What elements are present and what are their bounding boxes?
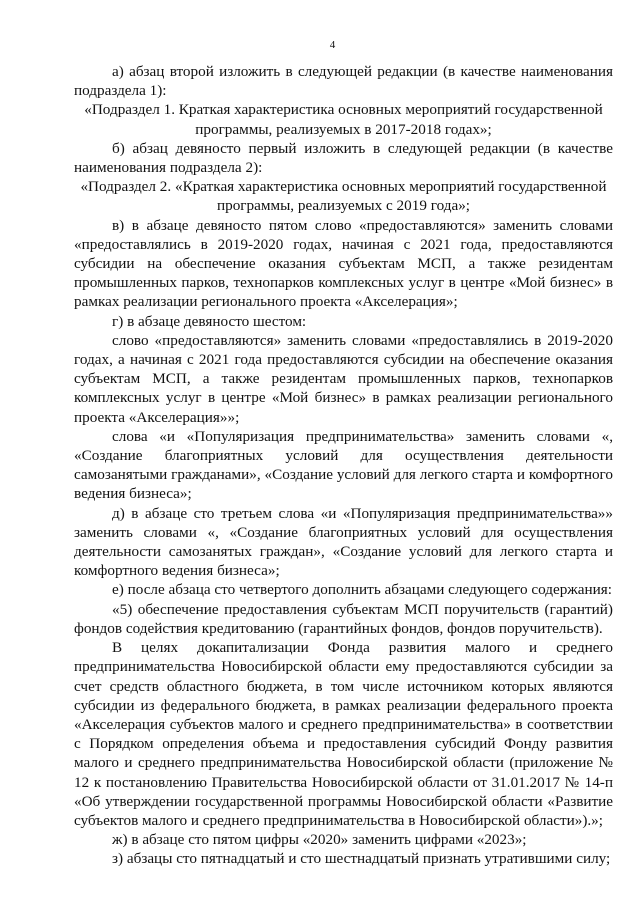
subsection-1-title: «Подраздел 1. Краткая характеристика основных мероприятий государственной программы, реализуемых в 2017-2018 годах»; xyxy=(84,101,603,138)
paragraph-item-zh: ж) в абзаце сто пятом цифры «2020» заменить цифрами «2023»; xyxy=(112,831,527,849)
paragraph-recapitalization: В целях докапитализации Фонда развития малого и среднего предпринимательства Новосибирской области ему предоставляются субсидии за счет средств областного бюджета, в том числе источником которых являются субсидии из федерального бюджета, в рамках реализации федерального проекта «Акселерация субъектов малого и среднего предпринимательства» в соответствии с Порядком определения объема и предоставления субсидий Фонду развития малого и среднего предпринимательства Новосибирской области (приложение № 12 к постановлению Правительства Новосибирской области от 31.01.2017 № 14-п «Об утверждении государственной программы Новосибирской области «Развитие субъектов малого и среднего предпринимательства в Новосибирской области»).»; xyxy=(74,639,613,829)
paragraph-item-z: з) абзацы сто пятнадцатый и сто шестнадцатый признать утратившими силу; xyxy=(112,850,611,868)
paragraph-item-d: д) в абзаце сто третьем слова «и «Популяризация предпринимательства»» заменить словами «, «Создание благоприятных условий для осуществления деятельности самозанятых граждан», «Создание условий для легкого старта и комфортного ведения бизнеса»; xyxy=(74,504,613,580)
paragraph-item-b: б) абзац девяносто первый изложить в следующей редакции (в качестве наименования подраздела 2): xyxy=(74,139,613,177)
paragraph-item-5: «5) обеспечение предоставления субъектам МСП поручительств (гарантий) фондов содействия кредитованию (гарантийных фондов, фондов поручительств). xyxy=(74,600,613,637)
paragraph-item-g-words: слово «предоставляются» заменить словами «предоставлялись в 2019-2020 годах, а начиная с 2021 года предоставляются субсидии на обеспечение оказания субъектам МСП, а также резидентам промышленных парков, технопарков комплексных услуг в центре «Мой бизнес» в рамках реализации регионального проекта «Акселерация»»; xyxy=(74,331,613,426)
paragraph-item-e: е) после абзаца сто четвертого дополнить абзацами следующего содержания: xyxy=(112,581,613,599)
paragraph-item-g: г) в абзаце девяносто шестом: xyxy=(112,312,307,330)
paragraph-item-g-phrases: слова «и «Популяризация предпринимательства» заменить словами «, «Создание благоприятных условий для осуществления деятельности самозанятыми гражданами», «Создание условий для легкого старта и комфортного ведения бизнеса»; xyxy=(74,427,613,503)
page-number: 4 xyxy=(329,39,336,51)
paragraph-item-v: в) в абзаце девяносто пятом слово «предоставляются» заменить словами «предоставлялись в 2019-2020 годах, начиная с 2021 года, предоставляются субсидии на обеспечение оказания субъектам МСП, а также резидентам промышленных парков, технопарков комплексных услуг в центре «Мой бизнес» в рамках реализации регионального проекта «Акселерация»; xyxy=(74,216,613,311)
paragraph-item-a: а) абзац второй изложить в следующей редакции (в качестве наименования подраздела 1): xyxy=(74,63,613,100)
subsection-2-title: «Подраздел 2. «Краткая характеристика основных мероприятий государственной программы, реализуемых с 2019 года»; xyxy=(80,178,607,215)
